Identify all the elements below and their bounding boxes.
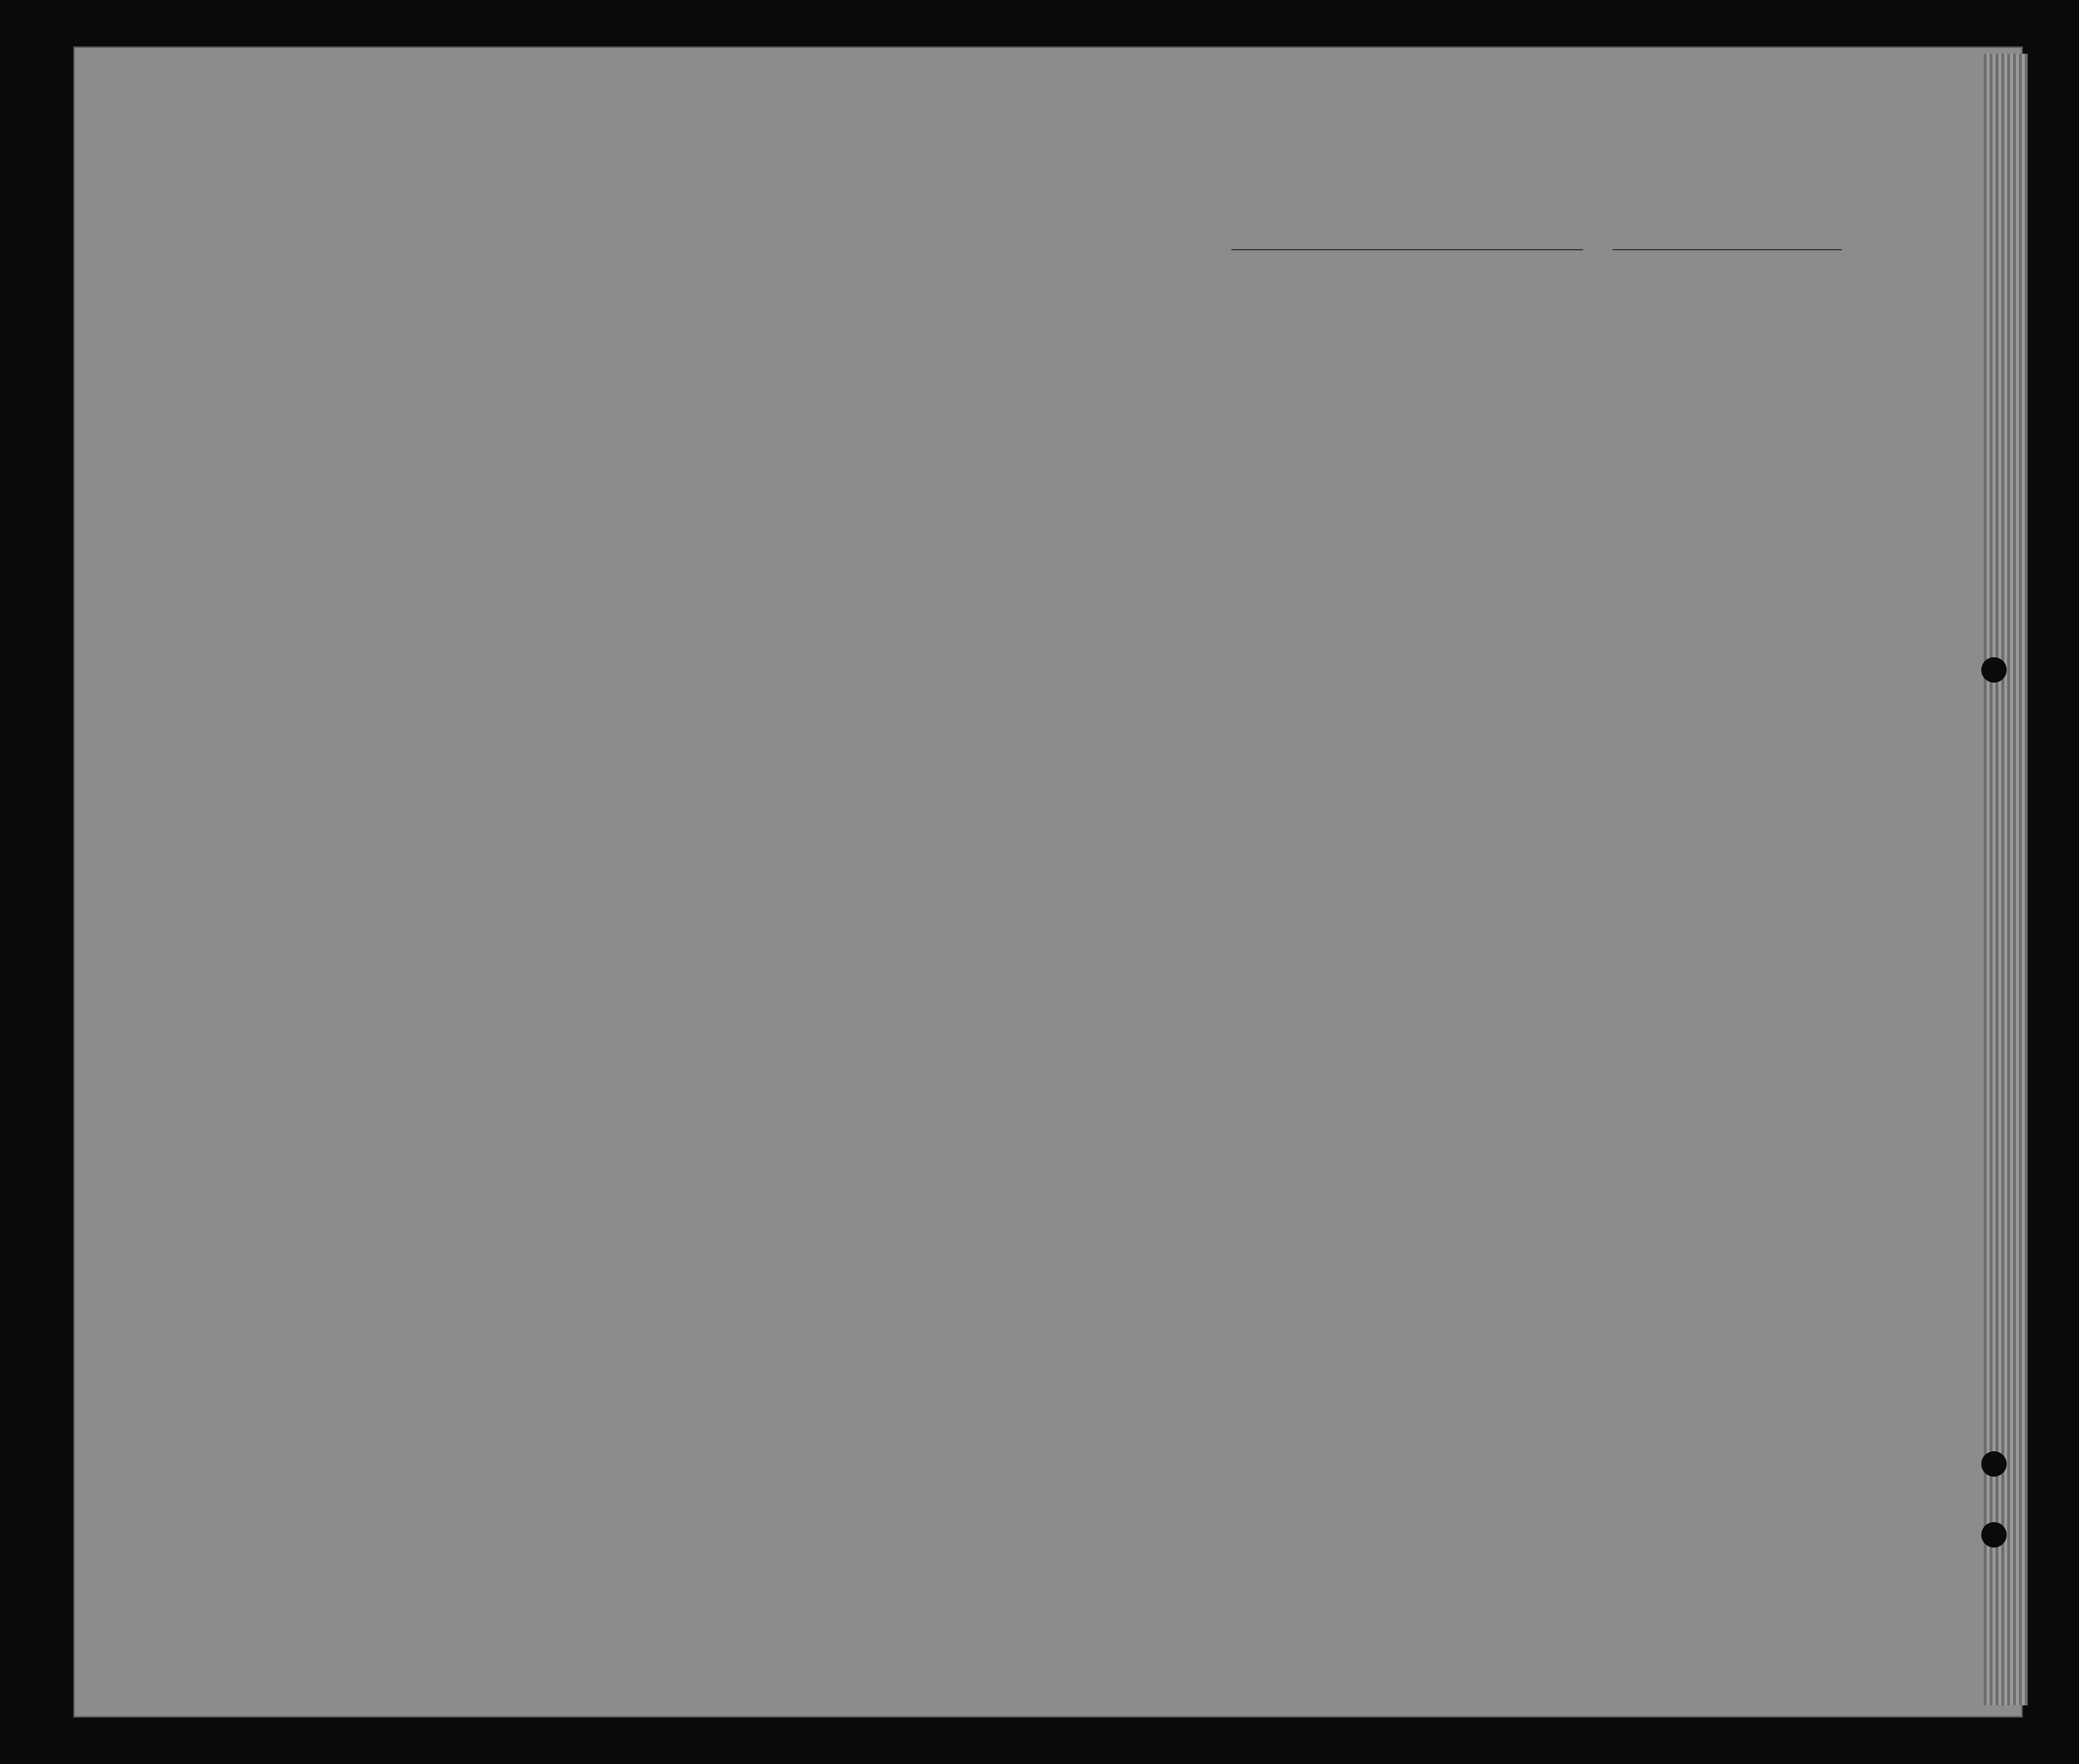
manifest-sheet [73, 46, 2023, 1718]
date-underline [1612, 249, 1842, 250]
binder-hole [1981, 657, 2007, 683]
binder-hole [1981, 1522, 2007, 1548]
port-underline [1231, 249, 1583, 250]
binder-hole [1981, 1451, 2007, 1477]
